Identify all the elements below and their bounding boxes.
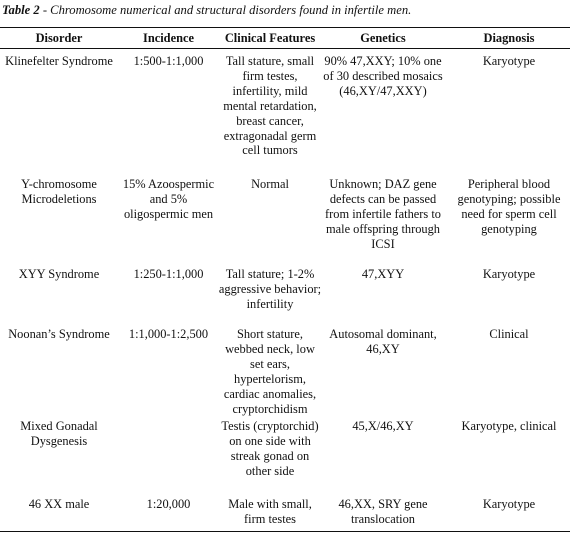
- header-genetics: Genetics: [360, 31, 406, 45]
- cell-genetics: Unknown; DAZ gene defects can be passed from infertile fathers to male offspring through ICSI: [325, 177, 441, 251]
- cell-clinical-features: Testis (cryptorchid) on one side with streak gonad on other side: [221, 419, 319, 478]
- table-bottom-rule: [0, 531, 570, 532]
- cell-clinical-features: Tall stature; 1-2% aggressive behavior; infertility: [218, 267, 322, 311]
- header-clinical-features: Clinical Features: [224, 31, 316, 45]
- cell-disorder: Noonan’s Syndrome: [8, 327, 110, 341]
- cell-diagnosis: Clinical: [489, 327, 529, 341]
- cell-disorder: 46 XX male: [28, 497, 90, 511]
- cell-diagnosis: Karyotype, clinical: [461, 419, 557, 433]
- cell-diagnosis: Karyotype: [482, 54, 536, 68]
- cell-genetics: 45,X/46,XY: [352, 419, 414, 433]
- cell-disorder: Y-chromosome Microdeletions: [21, 177, 97, 206]
- cell-diagnosis: Karyotype: [482, 497, 536, 511]
- table-title: - Chromosome numerical and structural disorders found in infertile men.: [39, 3, 412, 17]
- header-incidence: Incidence: [143, 31, 194, 45]
- cell-genetics: Autosomal dominant, 46,XY: [329, 327, 437, 356]
- cell-genetics: 90% 47,XXY; 10% one of 30 described mosaics (46,XY/47,XXY): [323, 54, 443, 98]
- cell-clinical-features: Tall stature, small firm testes, infertility, mild mental retardation, breast cancer, extragonadal germ cell tumors: [223, 54, 317, 158]
- header-disorder: Disorder: [35, 31, 83, 45]
- cell-clinical-features: Short stature, webbed neck, low set ears, hypertelorism, cardiac anomalies, cryptorchidism: [223, 327, 317, 416]
- cell-incidence: 1:20,000: [146, 497, 191, 511]
- cell-clinical-features: Male with small, firm testes: [228, 497, 312, 526]
- cell-incidence: 15% Azoospermic and 5% oligospermic men: [122, 177, 215, 221]
- table-number: Table 2: [2, 3, 40, 17]
- cell-genetics: 46,XX, SRY gene translocation: [338, 497, 428, 526]
- cell-incidence: 1:1,000-1:2,500: [128, 327, 209, 341]
- cell-diagnosis: Peripheral blood genotyping; possible need for sperm cell genotyping: [457, 177, 561, 236]
- table-top-rule: [0, 27, 570, 28]
- cell-disorder: Klinefelter Syndrome: [5, 54, 113, 68]
- cell-genetics: 47,XYY: [361, 267, 405, 281]
- cell-clinical-features: Normal: [251, 177, 289, 191]
- cell-disorder: XYY Syndrome: [18, 267, 100, 281]
- cell-incidence: 1:250-1:1,000: [133, 267, 204, 281]
- cell-diagnosis: Karyotype: [482, 267, 536, 281]
- cell-incidence: 1:500-1:1,000: [133, 54, 204, 68]
- table-caption: [2, 2, 568, 18]
- cell-disorder: Mixed Gonadal Dysgenesis: [20, 419, 98, 448]
- header-rule: [0, 48, 570, 49]
- header-diagnosis: Diagnosis: [483, 31, 535, 45]
